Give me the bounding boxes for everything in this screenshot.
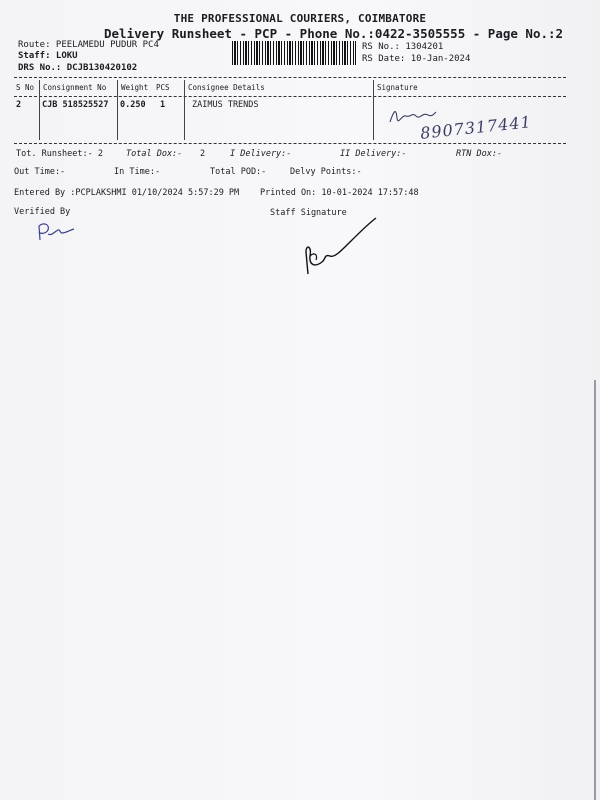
row-consignee: ZAIMUS TRENDS (192, 100, 259, 110)
route-label: Route: PEELAMEDU PUDUR PC4 (18, 40, 159, 50)
runsheet-title: Delivery Runsheet - PCP - Phone No.:0422-3505555 - Page No.:2 (104, 26, 564, 41)
col-header-pcs: PCS (156, 83, 170, 92)
col-divider (184, 80, 185, 140)
entered-by: Entered By :PCPLAKSHMI 01/10/2024 5:57:29 PM (14, 188, 240, 198)
col-header-signature: Signature (377, 83, 418, 92)
row-sno: 2 (16, 100, 22, 110)
rtn-dox: RTN Dox:- (456, 149, 503, 159)
col-header-consignee: Consignee Details (188, 83, 265, 92)
total-dox-label: Total Dox:- (126, 149, 183, 159)
staff-signature-label: Staff Signature (270, 208, 347, 218)
verifier-signature (34, 222, 76, 242)
delvy-points: Delvy Points:- (290, 167, 362, 177)
total-dox-value: 2 (200, 149, 206, 159)
in-time: In Time:- (114, 167, 161, 177)
out-time: Out Time:- (14, 167, 66, 177)
col-divider (117, 80, 118, 140)
total-runsheet: Tot. Runsheet:- 2 (16, 149, 103, 159)
drs-number: DRS No.: DCJB130420102 (18, 63, 138, 73)
row-pcs: 1 (160, 100, 166, 110)
verified-by-label: Verified By (14, 207, 71, 217)
table-top-rule (14, 77, 566, 78)
ii-delivery: II Delivery:- (340, 149, 407, 159)
staff-label: Staff: LOKU (18, 51, 78, 61)
row-weight: 0.250 (120, 100, 146, 110)
table-bottom-rule (14, 143, 566, 144)
printed-on: Printed On: 10-01-2024 17:57:48 (260, 188, 419, 198)
col-divider (39, 80, 40, 140)
barcode (232, 41, 356, 65)
paper-edge (594, 380, 596, 800)
col-header-consignment: Consignment No (43, 83, 107, 92)
col-header-sno: S No (16, 83, 35, 92)
total-pod: Total POD:- (210, 167, 267, 177)
col-divider (373, 80, 374, 140)
rs-number: RS No.: 1304201 (362, 42, 444, 52)
receiver-phone: 8907317441 (419, 112, 533, 143)
rs-date: RS Date: 10-Jan-2024 (362, 54, 471, 64)
i-delivery: I Delivery:- (230, 149, 292, 159)
col-header-weight: Weight (121, 83, 149, 92)
staff-signature (300, 212, 380, 278)
company-name: THE PROFESSIONAL COURIERS, COIMBATORE (173, 12, 427, 25)
table-header-rule (14, 96, 566, 97)
row-consignment: CJB 518525527 (42, 100, 109, 110)
